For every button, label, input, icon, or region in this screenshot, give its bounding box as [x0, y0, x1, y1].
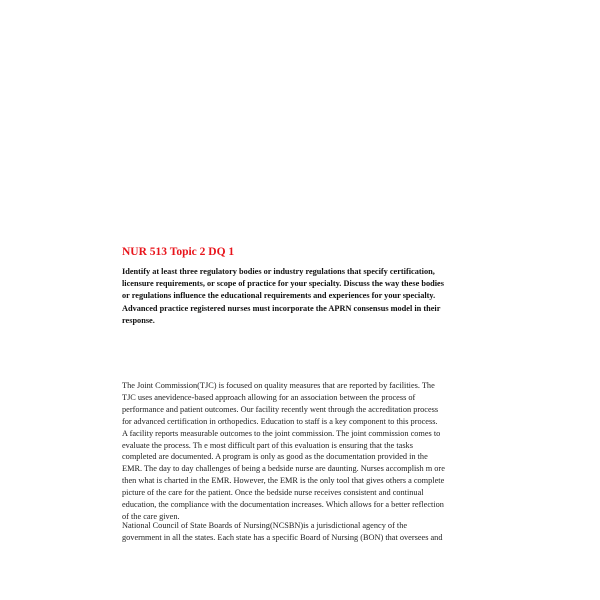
prompt-line: Identify at least three regulatory bodies or industry regulations that specify certification, [122, 267, 435, 276]
paragraph-line: completed are documented. A program is only as good as the documentation provided in the [122, 452, 428, 462]
paragraph-line: picture of the care for the patient. Once the bedside nurse receives consistent and continual [122, 488, 424, 498]
paragraph-ncsbn [122, 520, 484, 544]
paragraph-line: government in all the states. Each state has a specific Board of Nursing (BON) that oversees and [122, 532, 443, 542]
paragraph-line: A facility reports measurable outcomes to the joint commission. The joint commission comes to [122, 428, 441, 438]
paragraph-line: EMR. The day to day challenges of being a bedside nurse are daunting. Nurses accomplish m ore [122, 464, 445, 474]
paragraph-line: education, the compliance with the documentation increases. Which allows for a better reflection [122, 500, 444, 510]
discussion-prompt [122, 266, 484, 327]
paragraph-line: evaluate the process. Th e most difficult part of this evaluation is ensuring that the tasks [122, 440, 413, 450]
paragraph-line: National Council of State Boards of Nursing(NCSBN)is a jurisdictional agency of the [122, 521, 408, 530]
paragraph-line: TJC uses anevidence-based approach allowing for an association between the process of [122, 392, 416, 402]
prompt-line: licensure requirements, or scope of practice for your specialty. Discuss the way these bodies [122, 279, 444, 289]
paragraph-line: performance and patient outcomes. Our facility recently went through the accreditation process [122, 404, 439, 414]
paragraph-line: for advanced certification in orthopedics. Education to staff is a key component to this process. [122, 416, 438, 426]
paragraph-line: The Joint Commission(TJC) is focused on quality measures that are reported by facilities. The [122, 381, 435, 390]
prompt-line: Advanced practice registered nurses must incorporate the APRN consensus model in their [122, 303, 441, 313]
paragraph-joint-commission [122, 380, 484, 523]
paragraph-line: of the care given. [122, 511, 180, 521]
document-title: NUR 513 Topic 2 DQ 1 [122, 246, 235, 258]
prompt-line: response. [122, 315, 155, 325]
paragraph-line: then what is charted in the EMR. However, the EMR is the only tool that gives others a complete [122, 476, 445, 486]
prompt-line: or regulations influence the educational requirements and experiences for your specialty. [122, 291, 436, 301]
